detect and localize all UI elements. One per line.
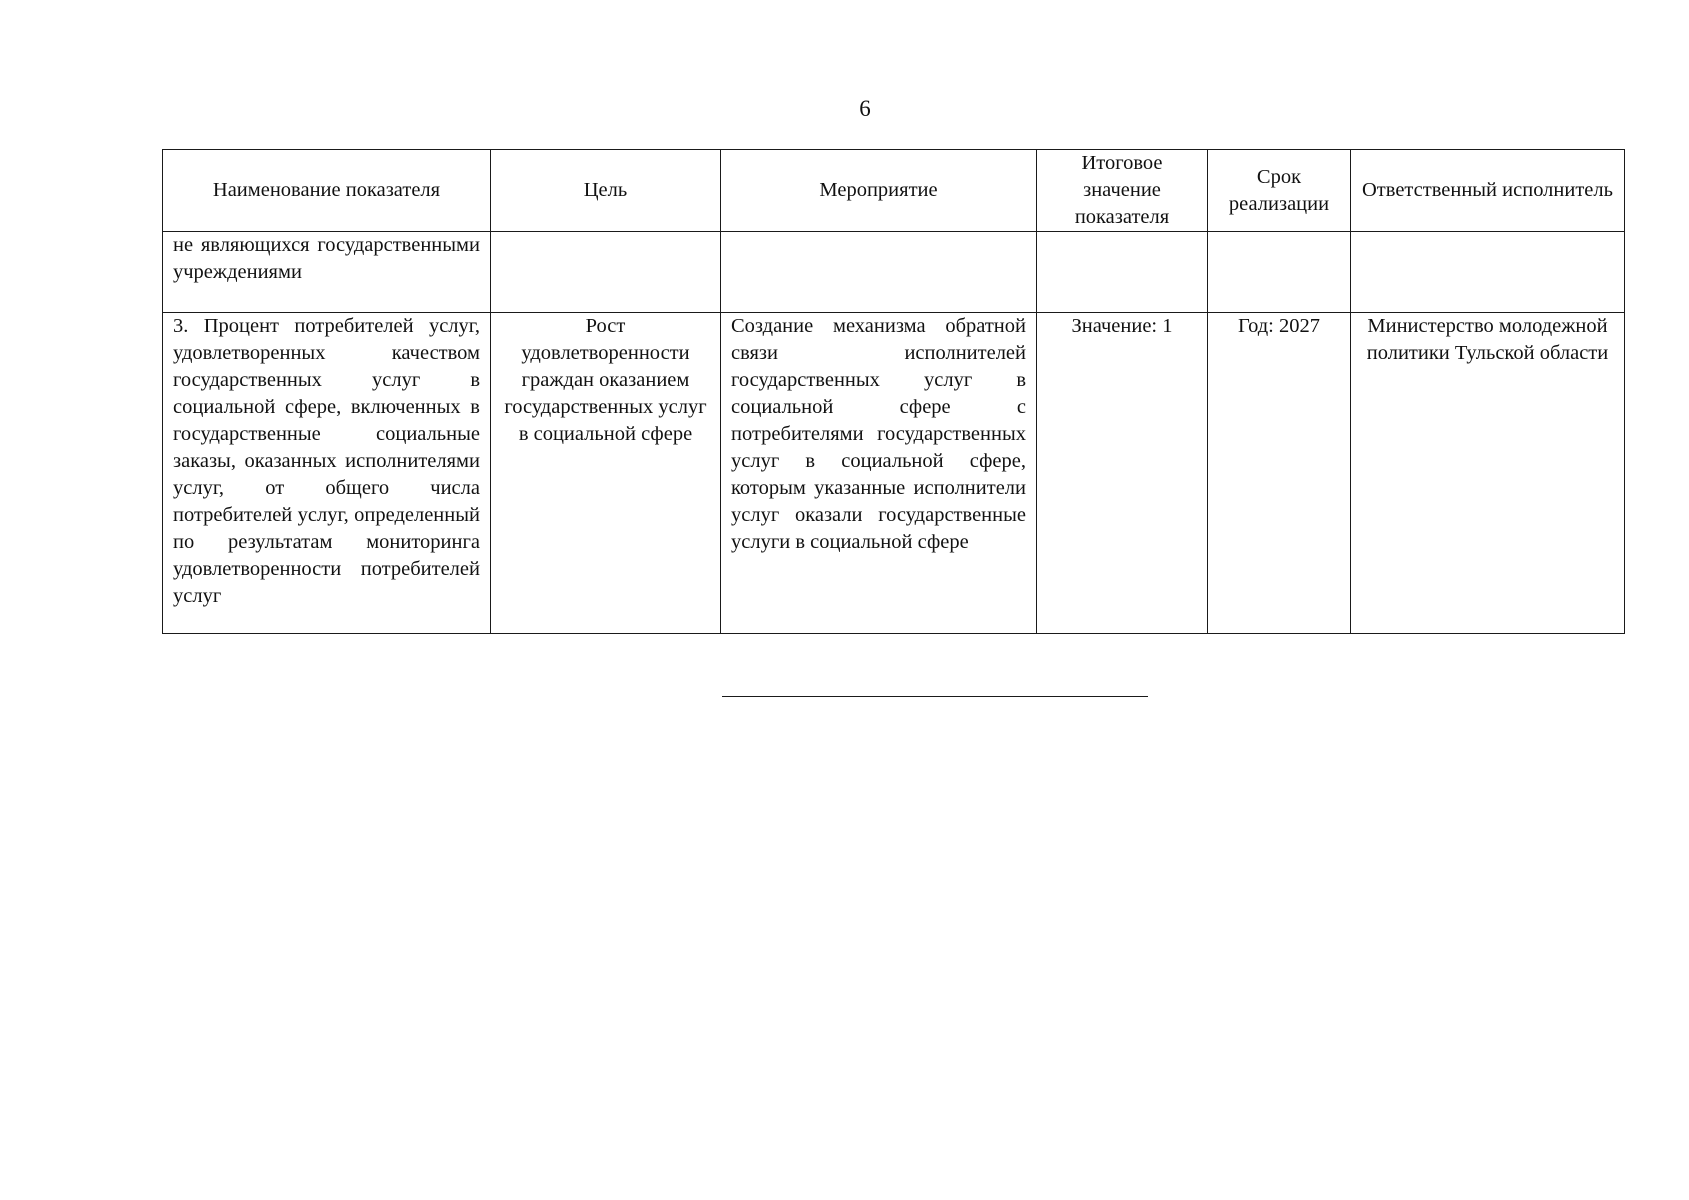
closing-rule-divider xyxy=(722,696,1148,697)
cell-responsible: Министерство молодежной политики Тульской области xyxy=(1351,313,1625,634)
table-row xyxy=(163,232,1625,313)
header-activity: Мероприятие xyxy=(721,150,1037,232)
header-goal: Цель xyxy=(491,150,721,232)
cell-term xyxy=(1208,232,1351,313)
cell-term: Год: 2027 xyxy=(1208,313,1351,634)
header-final-value: Итоговое значение показателя xyxy=(1037,150,1208,232)
header-responsible: Ответственный исполнитель xyxy=(1351,150,1625,232)
table-header-row xyxy=(163,150,1625,232)
cell-goal xyxy=(491,232,721,313)
cell-goal: Рост удовлетворенности граждан оказанием государственных услуг в социальной сфере xyxy=(491,313,721,634)
indicators-table xyxy=(162,149,1625,634)
cell-value: Значение: 1 xyxy=(1037,313,1208,634)
table-row xyxy=(163,313,1625,634)
cell-activity: Создание механизма обратной связи исполнителей государственных услуг в социальной сфере с потребителями государственных услуг в социальной сфере, которым указанные исполнители услуг оказали государственные услуги в социальной сфере xyxy=(721,313,1037,634)
cell-responsible xyxy=(1351,232,1625,313)
cell-activity xyxy=(721,232,1037,313)
cell-indicator: не являющихся государственными учреждениями xyxy=(163,232,491,313)
header-indicator-name: Наименование показателя xyxy=(163,150,491,232)
cell-value xyxy=(1037,232,1208,313)
page-number: 6 xyxy=(859,96,871,121)
cell-indicator: 3. Процент потребителей услуг, удовлетворенных качеством государственных услуг в социальной сфере, включенных в государственные социальные заказы, оказанных исполнителями услуг, от общего числа потребителей услуг, определенный по результатам мониторинга удовлетворенности потребителей услуг xyxy=(163,313,491,634)
header-term: Срок реализации xyxy=(1208,150,1351,232)
